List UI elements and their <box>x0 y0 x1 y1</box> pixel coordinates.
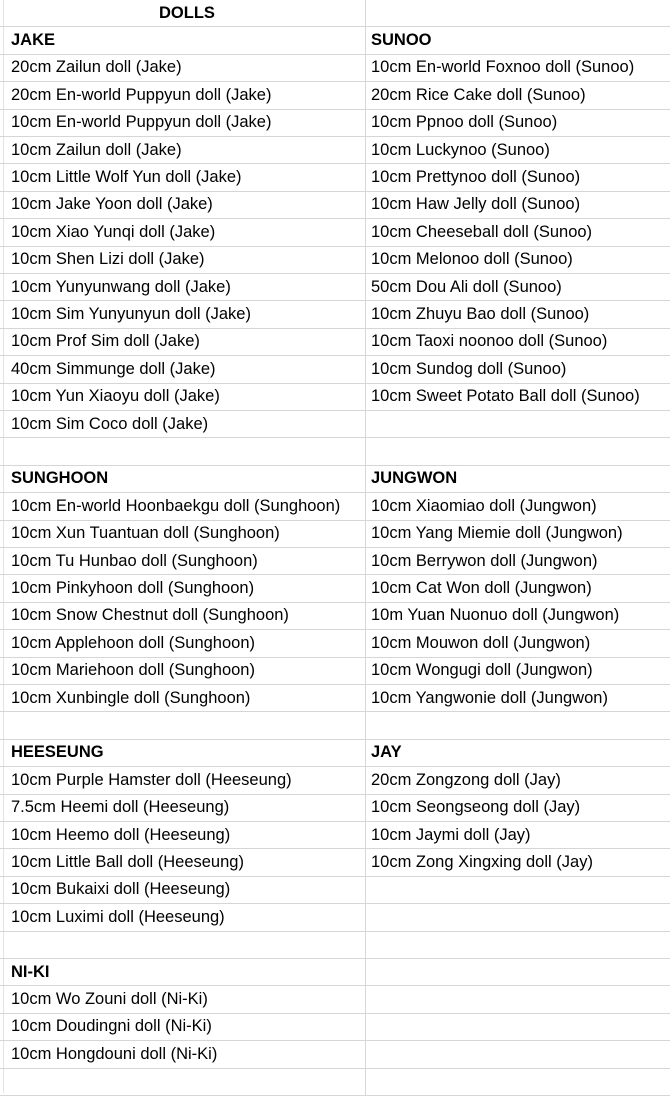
cell-left[interactable]: 10cm Purple Hamster doll (Heeseung) <box>0 767 366 793</box>
section-header-left[interactable]: HEESEUNG <box>0 740 366 766</box>
cell-right[interactable]: 10cm Sweet Potato Ball doll (Sunoo) <box>371 387 640 406</box>
cell-right[interactable]: 10cm Ppnoo doll (Sunoo) <box>371 113 558 132</box>
table-row <box>0 822 670 849</box>
section-header-row <box>0 27 670 54</box>
cell-right[interactable]: 10cm Cat Won doll (Jungwon) <box>371 579 592 598</box>
table-row <box>0 55 670 82</box>
cell-left[interactable]: 10cm Sim Yunyunyun doll (Jake) <box>0 301 366 327</box>
cell-right[interactable] <box>366 438 670 464</box>
cell-left[interactable]: 10cm Zailun doll (Jake) <box>0 137 366 163</box>
cell-right[interactable]: 20cm Rice Cake doll (Sunoo) <box>371 85 586 104</box>
table-row <box>0 575 670 602</box>
cell-left[interactable]: 10cm Prof Sim doll (Jake) <box>0 329 366 355</box>
cell-left[interactable]: 10cm Wo Zouni doll (Ni-Ki) <box>0 986 366 1012</box>
blank-row <box>0 932 670 959</box>
table-row <box>0 986 670 1013</box>
cell-left[interactable]: 10cm En-world Hoonbaekgu doll (Sunghoon) <box>0 493 366 519</box>
cell-left[interactable]: 10cm Little Wolf Yun doll (Jake) <box>0 164 366 190</box>
cell-right[interactable] <box>366 877 670 903</box>
cell-left[interactable]: 10cm Yun Xiaoyu doll (Jake) <box>0 384 366 410</box>
table-row <box>0 411 670 438</box>
cell-right[interactable]: 10cm Jaymi doll (Jay) <box>371 825 531 844</box>
cell-left[interactable]: 10cm Xunbingle doll (Sunghoon) <box>0 685 366 711</box>
cell-left[interactable]: 10cm Hongdouni doll (Ni-Ki) <box>0 1041 366 1067</box>
cell-right[interactable] <box>366 904 670 930</box>
cell-left[interactable]: 10cm Tu Hunbao doll (Sunghoon) <box>0 548 366 574</box>
table-row <box>0 219 670 246</box>
cell-left[interactable]: 10cm Heemo doll (Heeseung) <box>0 822 366 848</box>
table-row <box>0 329 670 356</box>
table-row <box>0 384 670 411</box>
cell-left[interactable]: 10cm En-world Puppyun doll (Jake) <box>0 110 366 136</box>
table-row <box>0 247 670 274</box>
table-row <box>0 630 670 657</box>
cell-left[interactable] <box>0 438 366 464</box>
cell-right[interactable]: 10cm En-world Foxnoo doll (Sunoo) <box>371 58 635 77</box>
section-header-right[interactable]: JAY <box>371 743 402 762</box>
cell-right[interactable] <box>366 932 670 958</box>
cell-right[interactable] <box>366 1014 670 1040</box>
cell-left[interactable]: 40cm Simmunge doll (Jake) <box>0 356 366 382</box>
cell-right[interactable]: 10cm Yangwonie doll (Jungwon) <box>371 688 608 707</box>
cell-right[interactable]: 10cm Seongseong doll (Jay) <box>371 798 581 817</box>
cell-left[interactable]: 7.5cm Heemi doll (Heeseung) <box>0 795 366 821</box>
cell-right[interactable] <box>366 712 670 738</box>
section-header-row <box>0 959 670 986</box>
cell-right[interactable]: 10cm Sundog doll (Sunoo) <box>371 359 567 378</box>
table-row <box>0 603 670 630</box>
cell-left[interactable]: 10cm Xiao Yunqi doll (Jake) <box>0 219 366 245</box>
table-row <box>0 493 670 520</box>
blank-row <box>0 1069 670 1096</box>
table-row <box>0 904 670 931</box>
blank-row <box>0 438 670 465</box>
table-row <box>0 658 670 685</box>
section-header-row <box>0 466 670 493</box>
sheet-title[interactable]: DOLLS <box>0 0 366 26</box>
blank-row <box>0 712 670 739</box>
cell-right[interactable]: 50cm Dou Ali doll (Sunoo) <box>371 277 562 296</box>
table-row <box>0 685 670 712</box>
cell-left[interactable]: 10cm Jake Yoon doll (Jake) <box>0 192 366 218</box>
table-row <box>0 849 670 876</box>
cell-right[interactable] <box>366 986 670 1012</box>
section-header-left[interactable]: SUNGHOON <box>0 466 366 492</box>
cell-left[interactable]: 10cm Shen Lizi doll (Jake) <box>0 247 366 273</box>
cell-left[interactable]: 10cm Luximi doll (Heeseung) <box>0 904 366 930</box>
cell-left[interactable] <box>0 712 366 738</box>
cell-left[interactable] <box>0 932 366 958</box>
cell-left[interactable] <box>0 1069 366 1095</box>
cell-right[interactable]: 10cm Xiaomiao doll (Jungwon) <box>371 496 597 515</box>
cell-right[interactable] <box>366 411 670 437</box>
section-header-left[interactable]: JAKE <box>0 27 366 53</box>
cell-right[interactable]: 10cm Wongugi doll (Jungwon) <box>371 661 593 680</box>
cell-left[interactable]: 10cm Doudingni doll (Ni-Ki) <box>0 1014 366 1040</box>
cell-right[interactable]: 10cm Prettynoo doll (Sunoo) <box>371 168 581 187</box>
cell-left[interactable]: 10cm Snow Chestnut doll (Sunghoon) <box>0 603 366 629</box>
table-row <box>0 795 670 822</box>
cell-right[interactable]: 10m Yuan Nuonuo doll (Jungwon) <box>371 606 620 625</box>
cell-right[interactable]: 10cm Zhuyu Bao doll (Sunoo) <box>371 305 590 324</box>
table-row <box>0 82 670 109</box>
cell-right[interactable]: 10cm Berrywon doll (Jungwon) <box>371 551 598 570</box>
cell-right[interactable]: 20cm Zongzong doll (Jay) <box>371 770 561 789</box>
table-row <box>0 521 670 548</box>
table-row <box>0 301 670 328</box>
cell-left[interactable]: 10cm Bukaixi doll (Heeseung) <box>0 877 366 903</box>
table-row <box>0 877 670 904</box>
cell-right[interactable] <box>366 1069 670 1095</box>
cell-right[interactable]: 10cm Luckynoo (Sunoo) <box>371 140 550 159</box>
table-row <box>0 110 670 137</box>
section-header-right[interactable] <box>366 959 670 985</box>
table-row <box>0 1014 670 1041</box>
cell-left[interactable]: 10cm Yunyunwang doll (Jake) <box>0 274 366 300</box>
cell-left[interactable]: 10cm Little Ball doll (Heeseung) <box>0 849 366 875</box>
section-header-left[interactable]: NI-KI <box>0 959 366 985</box>
cell-right[interactable]: 10cm Yang Miemie doll (Jungwon) <box>371 524 623 543</box>
cell-left[interactable]: 10cm Xun Tuantuan doll (Sunghoon) <box>0 521 366 547</box>
cell-left[interactable]: 10cm Pinkyhoon doll (Sunghoon) <box>0 575 366 601</box>
cell-right[interactable]: 10cm Melonoo doll (Sunoo) <box>371 250 573 269</box>
cell-right[interactable]: 10cm Mouwon doll (Jungwon) <box>371 633 591 652</box>
cell-right[interactable]: 10cm Haw Jelly doll (Sunoo) <box>371 195 581 214</box>
cell-left[interactable]: 10cm Mariehoon doll (Sunghoon) <box>0 658 366 684</box>
table-row <box>0 356 670 383</box>
cell-right[interactable]: 10cm Zong Xingxing doll (Jay) <box>371 853 593 872</box>
table-row <box>0 767 670 794</box>
title-row <box>0 0 670 27</box>
section-header-row <box>0 740 670 767</box>
cell-right[interactable]: 10cm Taoxi noonoo doll (Sunoo) <box>371 332 608 351</box>
table-row <box>0 137 670 164</box>
section-header-right[interactable]: SUNOO <box>371 31 432 50</box>
cell-left[interactable]: 10cm Applehoon doll (Sunghoon) <box>0 630 366 656</box>
table-row <box>0 548 670 575</box>
table-row <box>0 192 670 219</box>
cell-right[interactable] <box>366 1041 670 1067</box>
cell-left[interactable]: 10cm Sim Coco doll (Jake) <box>0 411 366 437</box>
section-header-right[interactable]: JUNGWON <box>371 469 458 488</box>
table-row <box>0 1041 670 1068</box>
cell-left[interactable]: 20cm Zailun doll (Jake) <box>0 55 366 81</box>
table-row <box>0 164 670 191</box>
cell-right[interactable] <box>366 0 670 26</box>
cell-right[interactable]: 10cm Cheeseball doll (Sunoo) <box>371 222 593 241</box>
cell-left[interactable]: 20cm En-world Puppyun doll (Jake) <box>0 82 366 108</box>
table-row <box>0 274 670 301</box>
